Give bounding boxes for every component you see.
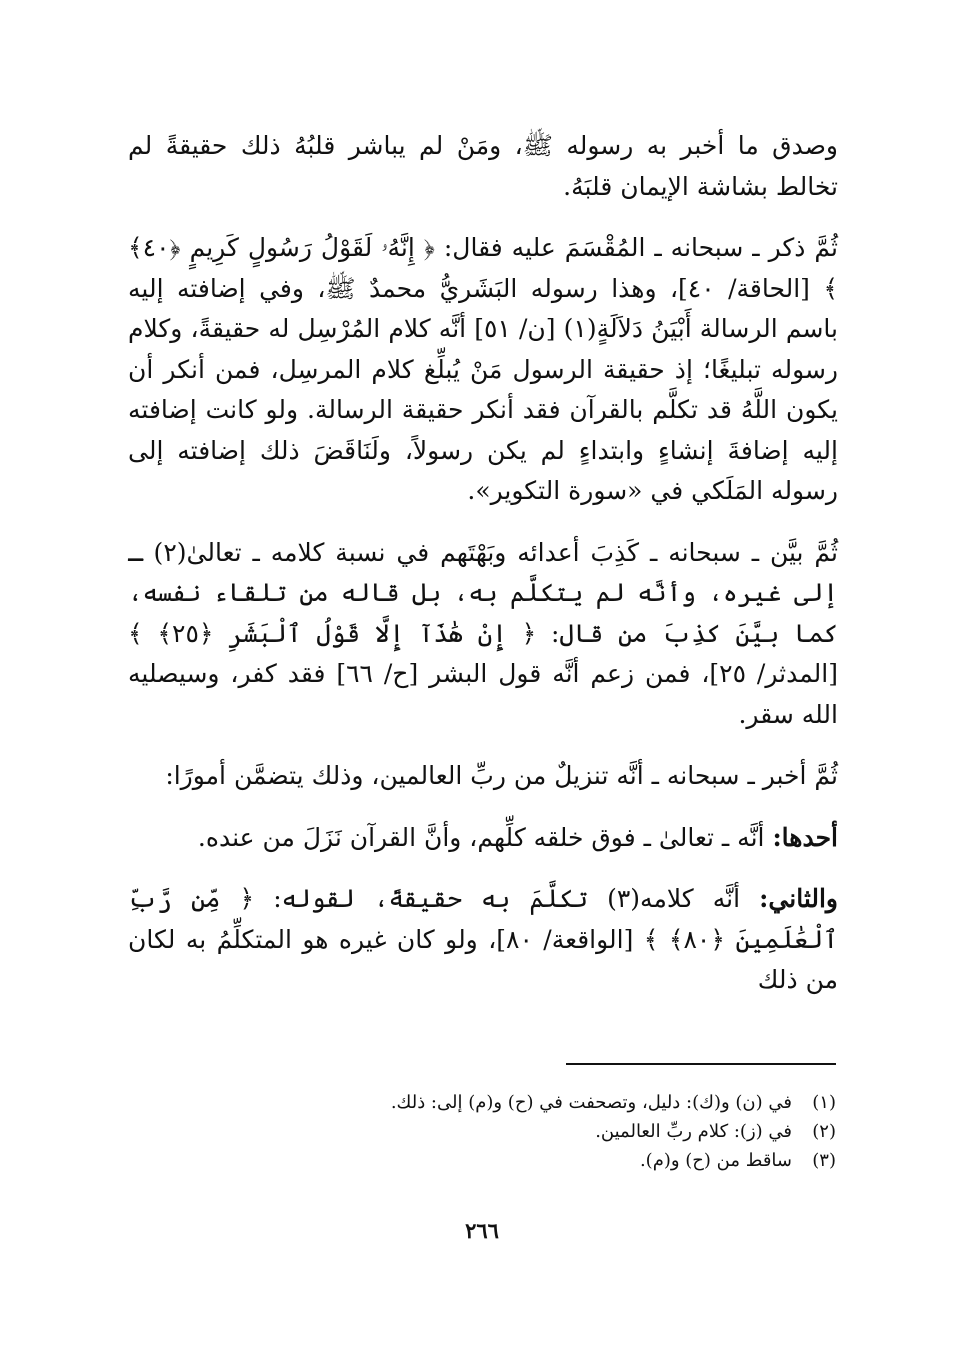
footnote-2 [276, 1117, 836, 1146]
footnote-divider [566, 1063, 836, 1065]
paragraph-lead: والثاني: [759, 884, 838, 913]
paragraph-lead: أحدها: [772, 822, 838, 852]
footnotes [276, 1088, 836, 1175]
paragraph-3 [128, 533, 838, 736]
page-number: ٢٦٦ [465, 1218, 499, 1243]
paragraph-text: أنَّه ـ تعالىٰ ـ فوق خلقه كلِّهم، وأنَّ القرآن نَزَلَ من عنده. [197, 822, 773, 852]
footnote-text: ساقط من (ح) و(م). [639, 1150, 792, 1171]
footnote-number: (١) [812, 1092, 836, 1113]
paragraph-4 [128, 756, 838, 797]
footnote-number: (٣) [812, 1150, 836, 1171]
paragraph-5 [128, 818, 838, 859]
paragraph-2 [128, 228, 838, 512]
footnote-3 [276, 1146, 836, 1175]
paragraph-text: ثُمَّ بيَّن ـ سبحانه ـ كَذِبَ أعدائه وبَهْتَهم في نسبة كلامه ـ تعالىٰ(٢) ـ إلى غيره، وأنَّه لم يتكلَّم به، بل قاله من تلقاء نفسه، كما بيَّنَ كذِبَ من قال: ﴿ إِنْ هَٰذَآ إِلَّا قَوْلُ ٱلْبَشَرِ ﴿٢٥﴾ ﴾ [المدثر/ ٢٥]، فمن زعم أنَّه قول البشر [ح/ ٦٦] فقد كفر، وسيصليه الله سقر. [128, 537, 838, 729]
footnote-text: في (ز): كلام ربِّ العالمين. [595, 1121, 792, 1142]
footnote-1 [276, 1088, 836, 1117]
paragraph-6 [128, 879, 838, 1001]
footnote-number: (٢) [812, 1121, 836, 1142]
paragraph-text: ثُمَّ أخبر ـ سبحانه ـ أنَّه تنزيلٌ من ربِّ العالمين، وذلك يتضمَّن أمورًا: [165, 761, 838, 790]
footnote-text: في (ن) و(ك): دليل، وتصحفت في (ح) و(م) إلى: ذلك. [390, 1092, 792, 1113]
paragraph-text: ثُمَّ ذكر ـ سبحانه ـ المُقْسَمَ عليه فقال: ﴿ إِنَّهُۥ لَقَوْلُ رَسُولٍ كَرِيمٍ ﴿٤٠﴾ ﴾ [الحاقة/ ٤٠]، وهذا رسوله البَشَريُّ محمدٌ ﷺ، وفي إضافته إليه باسم الرسالة أَبْيَنُ دَلاَلَةٍ(١) [ن/ ٥١] أنَّه كلام المُرْسِل له حقيقةً، وكلام رسوله تبليغًا؛ إذ حقيقة الرسول مَنْ يُبلِّغ كلام المرسِل، فمن أنكر أن يكون اللَّهُ قد تكلَّم بالقرآن فقد أنكر حقيقة الرسالة. ولو كانت إضافته إليه إضافةَ إنشاءٍ وابتداءٍ لم يكن رسولاً، ولَنَاقَضَ ذلك إضافته إلى رسوله المَلَكي في «سورة التكوير». [128, 233, 839, 505]
paragraph-text: أنَّه كلامه(٣) تكلَّمَ به حقيقةً، لقوله: ﴿ مِّن رَّبِّ ٱلْعَٰلَمِينَ ﴿٨٠﴾ ﴾ [الواقعة/ ٨٠]، ولو كان غيره هو المتكلِّمُ به لكان من ذلك [128, 884, 838, 994]
main-text [128, 126, 838, 1022]
paragraph-1 [128, 126, 838, 207]
paragraph-text: وصدق ما أخبر به رسوله ﷺ، ومَنْ لم يباشر قلبُهُ ذلك حقيقةً لم تخالط بشاشة الإيمان قلبَهُ. [128, 131, 838, 201]
